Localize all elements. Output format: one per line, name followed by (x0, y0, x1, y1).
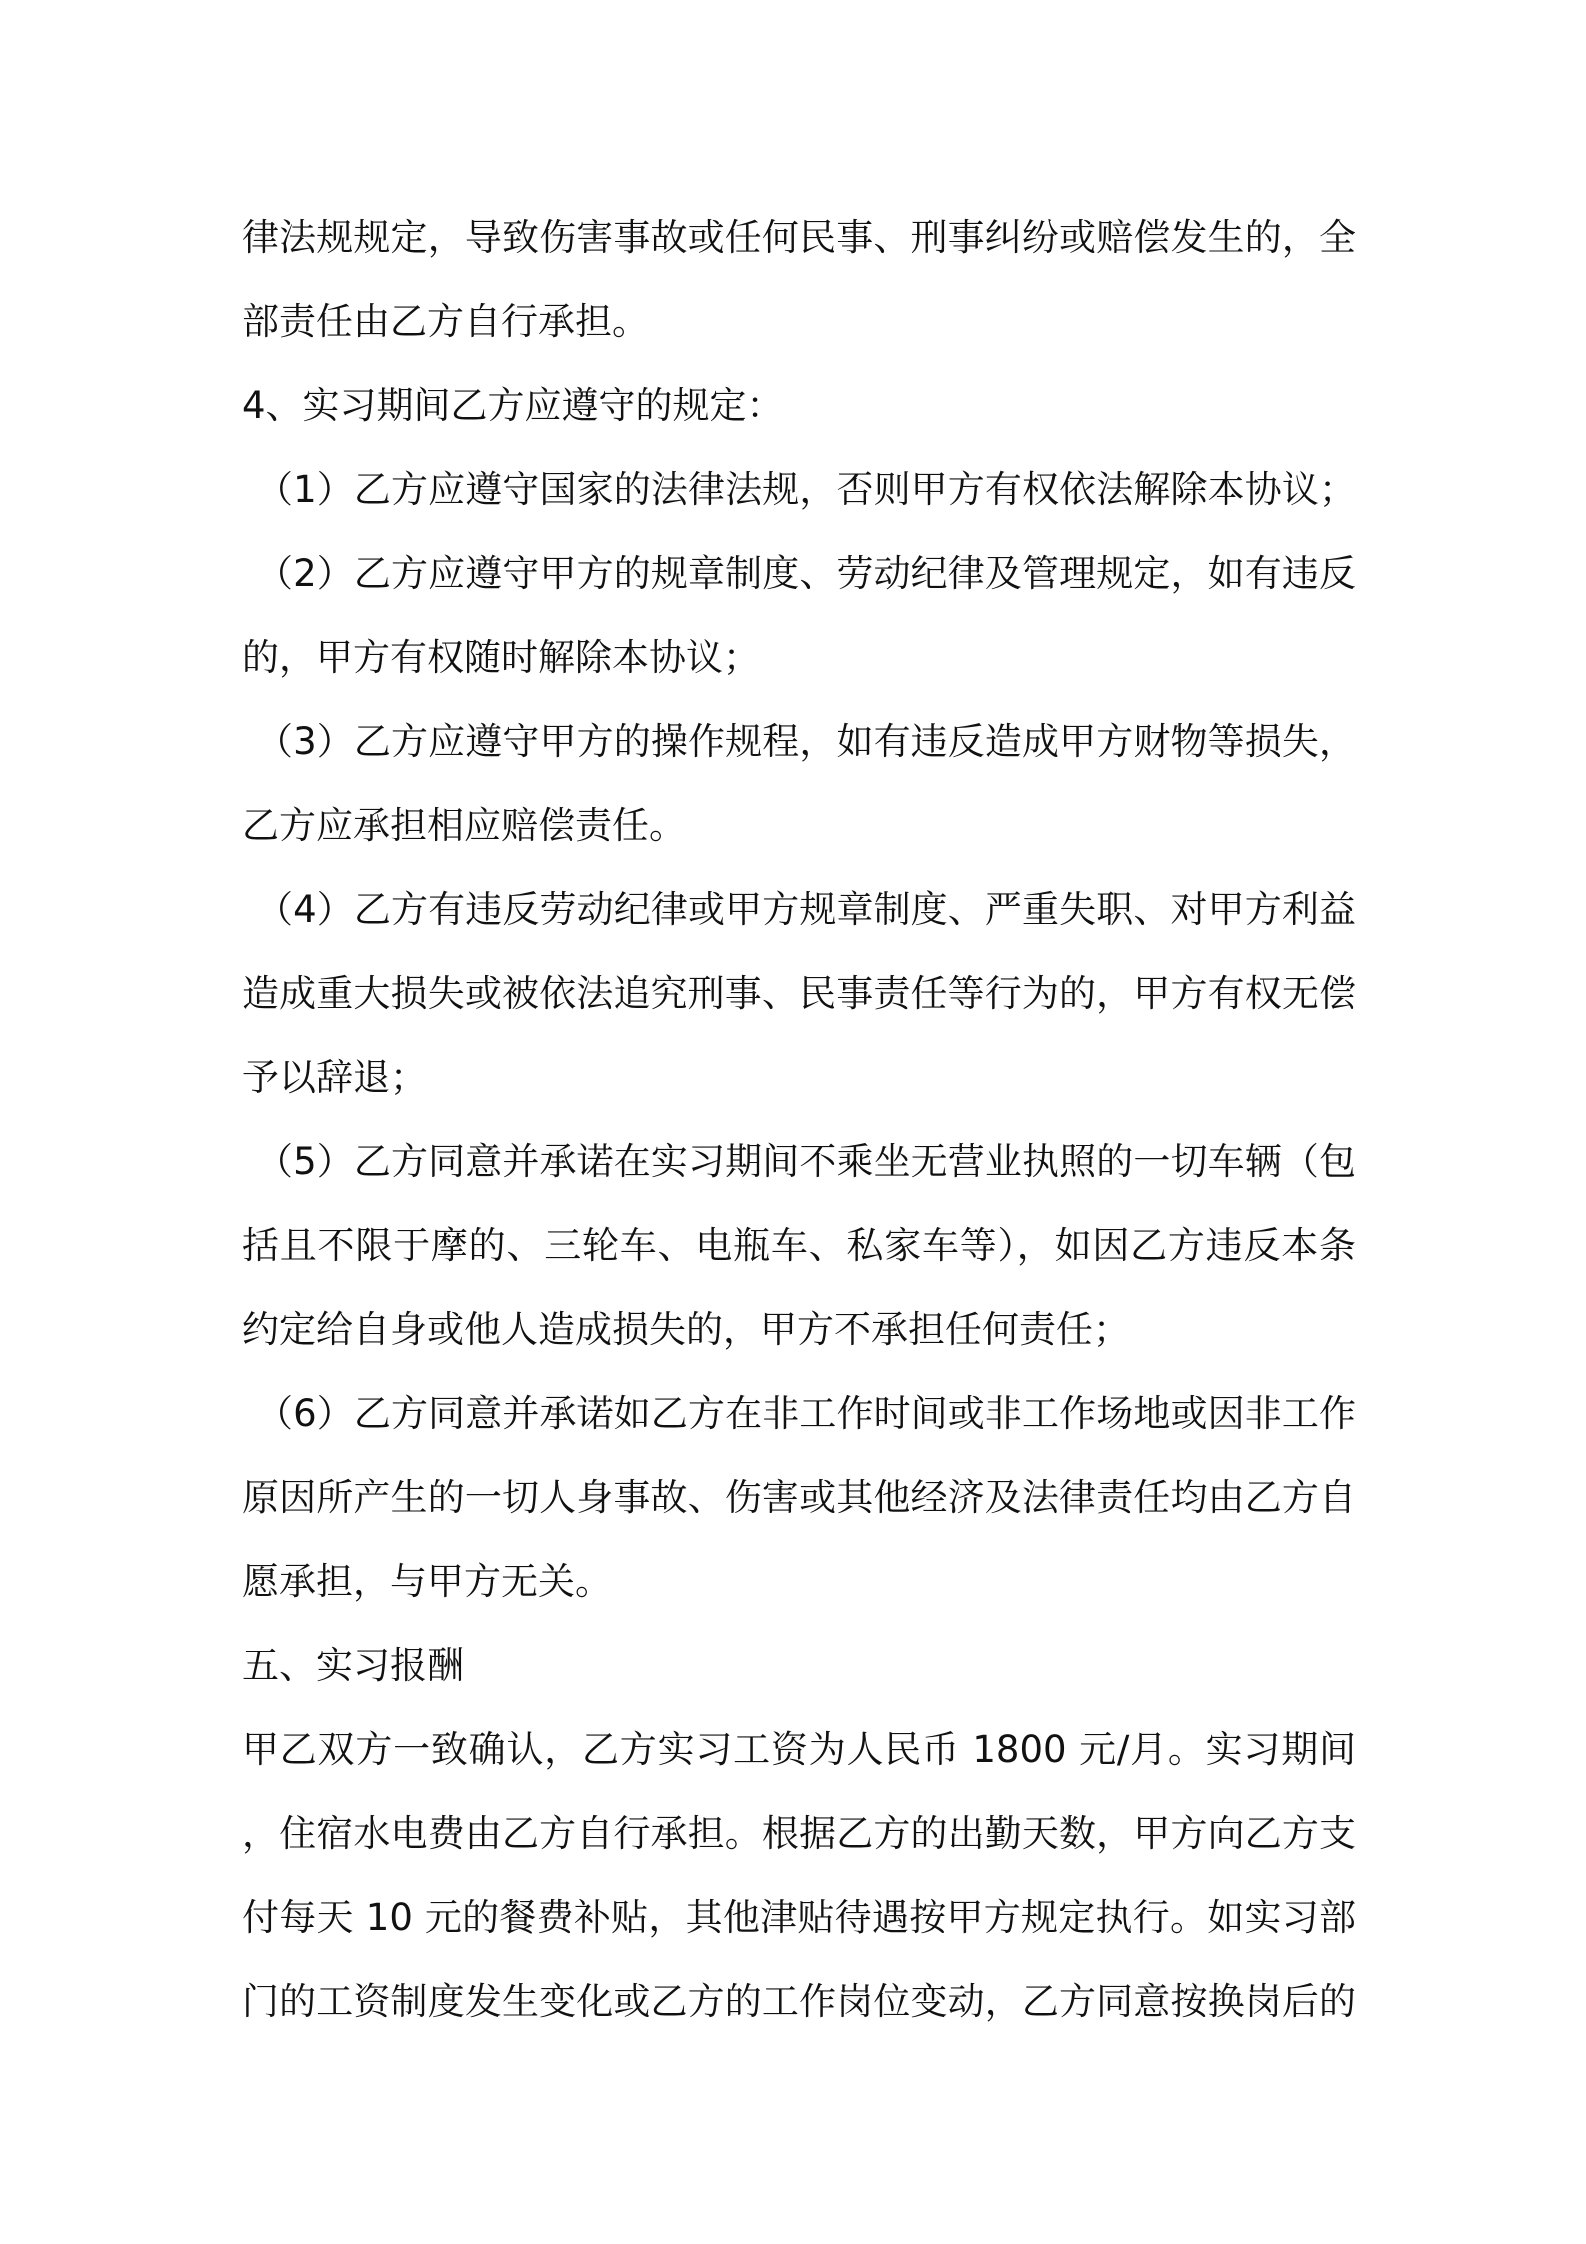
section-heading: 4、实习期间乙方应遵守的规定： (242, 384, 784, 427)
text-line: 律法规规定，导致伤害事故或任何民事、刑事纠纷或赔偿发生的，全 (242, 216, 1356, 259)
document-body (242, 196, 1356, 2044)
text-line: 甲乙双方一致确认，乙方实习工资为人民币 1800 元/月。实习期间 (242, 1728, 1356, 1771)
list-item: （4）乙方有违反劳动纪律或甲方规章制度、严重失职、对甲方利益 (256, 888, 1356, 931)
text-line: 乙方应承担相应赔偿责任。 (242, 804, 686, 847)
list-item: （5）乙方同意并承诺在实习期间不乘坐无营业执照的一切车辆（包 (256, 1140, 1356, 1183)
list-item: （1）乙方应遵守国家的法律法规，否则甲方有权依法解除本协议； (256, 468, 1356, 511)
text-line: 部责任由乙方自行承担。 (242, 300, 649, 343)
text-line: 门的工资制度发生变化或乙方的工作岗位变动，乙方同意按换岗后的 (242, 1980, 1356, 2023)
text-line: 付每天 10 元的餐费补贴，其他津贴待遇按甲方规定执行。如实习部 (242, 1896, 1356, 1939)
text-line: 括且不限于摩的、三轮车、电瓶车、私家车等），如因乙方违反本条 (242, 1224, 1356, 1267)
text-line: 原因所产生的一切人身事故、伤害或其他经济及法律责任均由乙方自 (242, 1476, 1356, 1519)
text-line: 的，甲方有权随时解除本协议； (242, 636, 760, 679)
text-line: 约定给自身或他人造成损失的，甲方不承担任何责任； (242, 1308, 1130, 1351)
list-item: （6）乙方同意并承诺如乙方在非工作时间或非工作场地或因非工作 (256, 1392, 1356, 1435)
text-line: 予以辞退； (242, 1056, 427, 1099)
text-line: 愿承担，与甲方无关。 (242, 1560, 612, 1603)
list-item: （3）乙方应遵守甲方的操作规程，如有违反造成甲方财物等损失， (256, 720, 1356, 763)
list-item: （2）乙方应遵守甲方的规章制度、劳动纪律及管理规定，如有违反 (256, 552, 1356, 595)
text-line: ，住宿水电费由乙方自行承担。根据乙方的出勤天数，甲方向乙方支 (242, 1812, 1356, 1855)
section-heading: 五、实习报酬 (242, 1644, 464, 1687)
text-line: 造成重大损失或被依法追究刑事、民事责任等行为的，甲方有权无偿 (242, 972, 1356, 1015)
